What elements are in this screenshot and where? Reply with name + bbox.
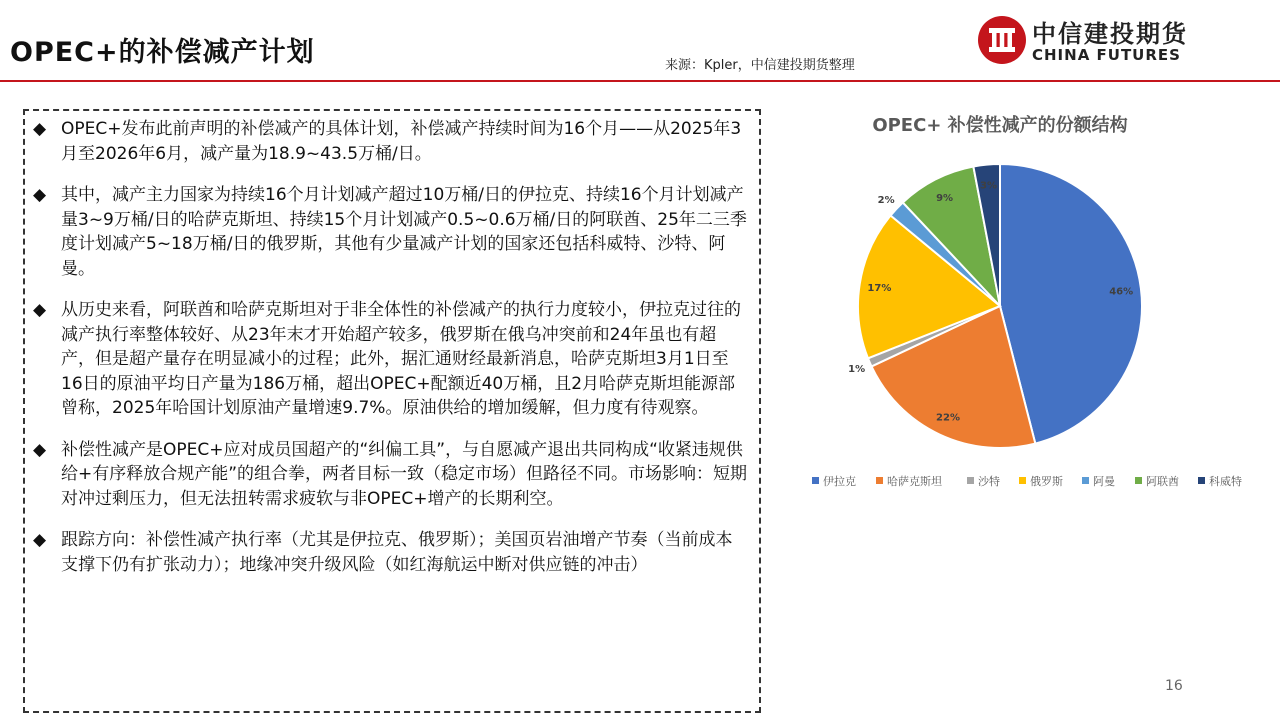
pie-slices xyxy=(858,164,1142,448)
chart-title: OPEC+ 补偿性减产的份额结构 xyxy=(872,115,1128,136)
legend-label: 俄罗斯 xyxy=(1030,475,1063,488)
diamond-bullet-icon: ◆ xyxy=(33,185,47,205)
diamond-bullet-icon: ◆ xyxy=(33,439,47,460)
bullet-text: 从历史来看，阿联酋和哈萨克斯坦对于非全体性的补偿减产的执行力度较小，伊拉克过往的减产执行率整体较好、从23年末才开始超产较多，俄罗斯在俄乌冲突前和24年虽也有超产，但是超产量存在明显减小的过程；此外，据汇通财经最新消息，哈萨克斯坦3月1日至16日的原油平均日产量为186万桶，超出OPEC+配额近40万桶，且2月哈萨克斯坦能源部曾称，2025年哈国计划原油产量增速9.7%。原油供给的增加缓解，但力度有待观察。 xyxy=(61,300,741,418)
pie-data-label: 22% xyxy=(936,412,960,424)
bullet-item xyxy=(33,438,749,512)
bullet-item xyxy=(33,298,749,421)
bullet-item xyxy=(33,528,749,577)
chart-legend xyxy=(812,474,1242,488)
legend-swatch xyxy=(812,477,819,484)
page-number: 16 xyxy=(1165,678,1183,694)
diamond-bullet-icon: ◆ xyxy=(33,530,47,550)
company-logo xyxy=(976,14,1276,66)
bullet-item xyxy=(33,117,749,166)
logo-chinese-name: 中信建投期货 xyxy=(1032,20,1188,48)
pie-data-label: 9% xyxy=(936,193,954,205)
source-note: 来源：Kpler，中信建投期货整理 xyxy=(665,58,855,73)
page-title: OPEC+的补偿减产计划 xyxy=(10,37,315,68)
diamond-bullet-icon: ◆ xyxy=(33,119,47,139)
legend-swatch xyxy=(1082,477,1089,484)
bullet-text-box xyxy=(23,109,761,713)
bullet-text: OPEC+发布此前声明的补偿减产的具体计划，补偿减产持续时间为16个月——从2025年3月至2026年6月，减产量为18.9~43.5万桶/日。 xyxy=(61,119,742,164)
legend-label: 阿曼 xyxy=(1093,475,1115,488)
pie-data-label: 1% xyxy=(848,364,866,376)
pie-data-label: 46% xyxy=(1109,286,1134,298)
legend-swatch xyxy=(1135,477,1142,484)
bullet-text: 跟踪方向：补偿性减产执行率（尤其是伊拉克、俄罗斯）；美国页岩油增产节奏（当前成本支撑下仍有扩张动力）；地缘冲突升级风险（如红海航运中断对供应链的冲击） xyxy=(61,530,733,575)
legend-label: 阿联酋 xyxy=(1146,475,1179,488)
pie-data-label: 3% xyxy=(980,180,997,192)
pie-data-label: 17% xyxy=(867,282,892,294)
legend-swatch xyxy=(1019,477,1026,484)
bullet-list xyxy=(33,117,749,594)
bullet-text: 补偿性减产是OPEC+应对成员国超产的“纠偏工具”，与自愿减产退出共同构成“收紧违规供给+有序释放合规产能”的组合拳，两者目标一致（稳定市场）但路径不同。市场影响：短期对冲过剩压力，但无法扭转需求疲软与非OPEC+增产的长期利空。 xyxy=(61,439,748,509)
header-divider xyxy=(0,80,1280,82)
bullet-item xyxy=(33,183,749,281)
citic-emblem-icon xyxy=(976,14,1028,66)
bullet-text: 其中，减产主力国家为持续16个月计划减产超过10万桶/日的伊拉克、持续16个月计划减产量3~9万桶/日的哈萨克斯坦、持续15个月计划减产0.5~0.6万桶/日的阿联酋、25年二三季度计划减产5~18万桶/日的俄罗斯，其他有少量减产计划的国家还包括科威特、沙特、阿曼。 xyxy=(61,185,747,279)
legend-swatch xyxy=(876,477,883,484)
legend-swatch xyxy=(967,477,974,484)
legend-label: 科威特 xyxy=(1209,475,1242,488)
pie-chart xyxy=(800,100,1260,500)
legend-label: 沙特 xyxy=(978,475,1000,488)
logo-english-name: CHINA FUTURES xyxy=(1032,46,1181,64)
legend-label: 伊拉克 xyxy=(823,475,856,488)
pie-data-label: 2% xyxy=(877,195,895,207)
legend-swatch xyxy=(1198,477,1205,484)
diamond-bullet-icon: ◆ xyxy=(33,300,47,320)
legend-label: 哈萨克斯坦 xyxy=(887,475,942,488)
